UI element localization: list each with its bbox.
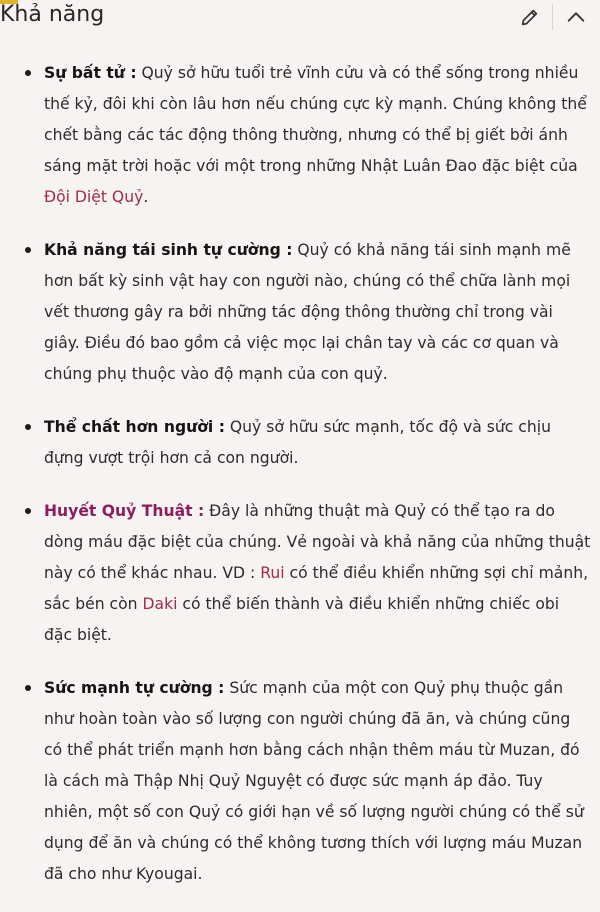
term-immortality: Sự bất tử : xyxy=(44,64,137,82)
term-physical: Thể chất hơn người : xyxy=(44,418,225,436)
list-item-regeneration xyxy=(0,235,600,390)
section-title: Khả năng xyxy=(0,2,105,27)
item-text: Quỷ sở hữu sức mạnh, tốc độ và sức chịu đựng vượt trội hơn cả con người. xyxy=(44,418,551,467)
term-strength: Sức mạnh tự cường : xyxy=(44,679,225,697)
list-item-strength xyxy=(0,673,600,890)
list-item-physical xyxy=(0,412,600,474)
abilities-content xyxy=(0,58,600,912)
item-text: Sức mạnh của một con Quỷ phụ thuộc gần như hoàn toàn vào số lượng con người chúng đã ăn, và chúng cũng có thể phát triển mạnh hơn bằng cách nhận thêm máu từ Muzan, đó là cách mà Thập Nhị Quỷ Nguyệt có được sức mạnh áp đảo. Tuy nhiên, một số con Quỷ có giới hạn về số lượng người chúng có thể sử dụng để ăn và chúng có thể không tương thích với lượng máu Muzan đã cho như Kyougai. xyxy=(44,679,584,883)
header-divider xyxy=(552,4,553,30)
term-regeneration: Khả năng tái sinh tự cường : xyxy=(44,241,293,259)
item-text: Đây là những thuật mà Quỷ có thể tạo ra do dòng máu đặc biệt của chúng. Vẻ ngoài và khả năng của những thuật này có thể khác nhau. VD : xyxy=(44,502,591,582)
item-text: Quỷ có khả năng tái sinh mạnh mẽ hơn bất kỳ sinh vật hay con người nào, chúng có thể chữa lành mọi vết thương gây ra bởi những tác động thông thường chỉ trong vài giây. Điều đó bao gồm cả việc mọc lại chân tay và các cơ quan và chúng phụ thuộc vào độ mạnh của con quỷ. xyxy=(44,241,571,383)
list-item-immortality xyxy=(0,58,600,213)
list-item-blood-demon-art xyxy=(0,496,600,651)
link-daki[interactable]: Daki xyxy=(142,595,178,613)
item-text-end: . xyxy=(143,188,149,206)
pencil-icon[interactable] xyxy=(519,6,541,28)
ability-list xyxy=(0,58,600,890)
link-rui[interactable]: Rui xyxy=(260,564,285,582)
link-demon-slayer-corps[interactable]: Đội Diệt Quỷ xyxy=(44,188,144,206)
chevron-up-icon[interactable] xyxy=(564,6,588,28)
item-text-end: có thể biến thành và điều khiển những chiếc obi đặc biệt. xyxy=(44,595,560,644)
link-blood-demon-art[interactable]: Huyết Quỷ Thuật : xyxy=(44,502,205,520)
item-text: Quỷ sở hữu tuổi trẻ vĩnh cửu và có thể sống trong nhiều thế kỷ, đôi khi còn lâu hơn nếu chúng cực kỳ mạnh. Chúng không thể chết bằng các tác động thông thường, nhưng có thể bị giết bởi ánh sáng mặt trời hoặc với một trong những Nhật Luân Đao đặc biệt của xyxy=(44,64,587,175)
section-header xyxy=(0,0,600,34)
item-text-middle: có thể điều khiển những sợi chỉ mảnh, sắc bén còn xyxy=(44,564,589,613)
